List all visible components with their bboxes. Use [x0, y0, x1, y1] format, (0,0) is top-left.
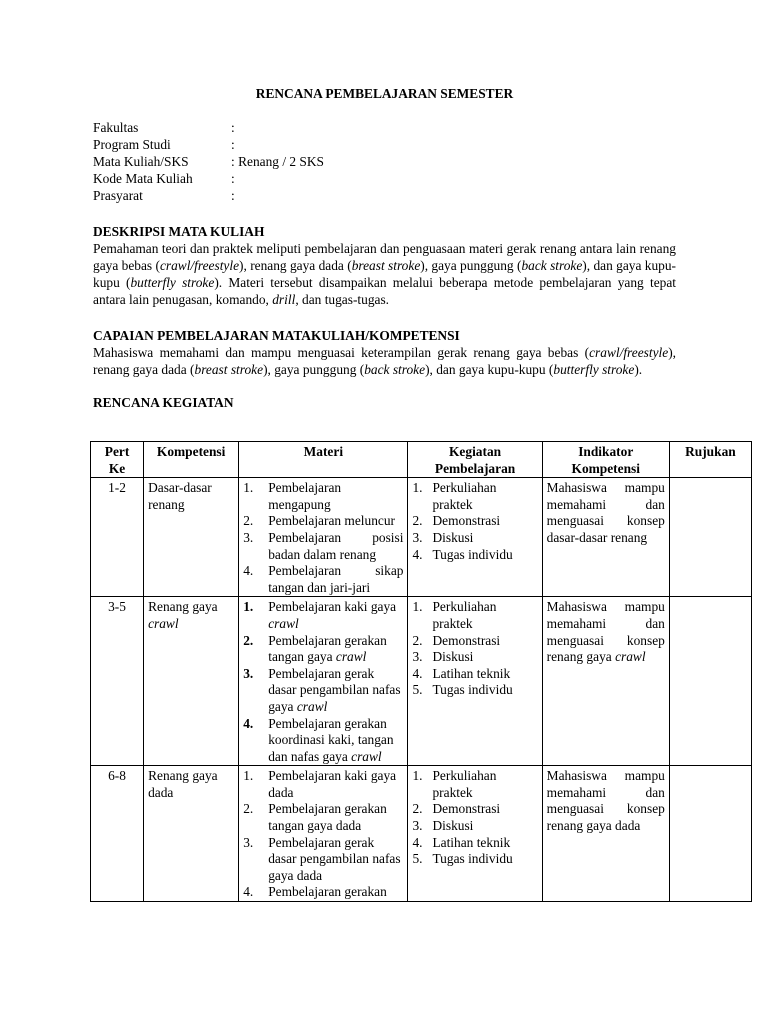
materi-list [243, 768, 403, 901]
italic-term: crawl/freestyle [159, 258, 240, 273]
meta-key: Program Studi [93, 137, 171, 152]
italic-term: crawl [615, 649, 646, 665]
cell-kompetensi [144, 597, 239, 766]
list-item-text: Pembelajaran gerakan [268, 884, 387, 900]
italic-term: crawl [148, 615, 179, 631]
list-item: 4. Pembelajaran gerakan [243, 884, 387, 900]
italic-term: drill [272, 292, 296, 307]
text-run: ). Materi tersebut disampaikan melalui beberapa metode pembelajaran yang tepat antara lain penugasan, komando, [93, 275, 676, 307]
italic-term: crawl [296, 698, 328, 714]
list-item-text: Demonstrasi [432, 632, 501, 648]
meta-value: : [231, 171, 235, 186]
header-indikator [542, 442, 669, 478]
meta-value: : [231, 137, 235, 152]
list-item: 5. Tugas individu [412, 682, 513, 698]
cell-pert: 3-5 [91, 597, 144, 766]
meta-key: Kode Mata Kuliah [93, 171, 193, 186]
list-item: 3. Pembelajaran gerak dasar pengambilan nafas gaya dada [243, 835, 403, 885]
header-kegiatan [408, 442, 542, 478]
cell-rujukan [669, 766, 751, 902]
list-item-text: Perkuliahan praktek [432, 480, 497, 512]
italic-term: crawl [268, 615, 299, 631]
list-item-text [268, 666, 403, 716]
header-label: Materi [303, 444, 344, 459]
list-item: 3. Diskusi [412, 649, 474, 665]
text-run: ), dan gaya kupu-kupu ( [93, 258, 677, 290]
table-row [91, 766, 752, 902]
meta-value: : [231, 120, 235, 135]
cell-pert: 1-2 [91, 478, 144, 597]
kegiatan-list [412, 480, 537, 563]
list-item-text [268, 633, 403, 666]
header-label: Indikator Kompetensi [571, 444, 640, 476]
list-item: 1. Perkuliahan praktek [412, 480, 537, 513]
list-item-text: Tugas individu [432, 851, 513, 867]
text-run: Pemahaman teori dan praktek meliputi pembelajaran dan penguasaan materi gerak renang antara lain renang gaya bebas ( [93, 241, 676, 273]
list-item: 2. Demonstrasi [412, 513, 501, 529]
list-item-text: Pembelajaran posisi badan dalam renang [268, 529, 404, 562]
header-label: Rujukan [685, 444, 736, 459]
list-item-text: Pembelajaran sikap tangan dan jari-jari [268, 563, 404, 595]
italic-term: crawl/freestyle [589, 345, 669, 360]
cell-indikator: Mahasiswa mampu memahami dan menguasai konsep renang gaya dada [542, 766, 669, 902]
text-run: ), dan gaya kupu-kupu ( [425, 362, 554, 377]
header-kompetensi [144, 442, 239, 478]
deskripsi-heading: DESKRIPSI MATA KULIAH [93, 224, 265, 239]
italic-term: breast stroke [351, 258, 421, 273]
cell-kegiatan [408, 766, 542, 902]
table-row [91, 478, 752, 597]
text-run: Pembelajaran kaki gaya [268, 599, 397, 615]
meta-row-fakultas [93, 119, 676, 136]
table-row [91, 597, 752, 766]
text-run: ), gaya punggung ( [263, 362, 365, 377]
document-title: RENCANA PEMBELAJARAN SEMESTER [255, 86, 514, 101]
list-item: 4. Pembelajaran gerakan koordinasi kaki, tangan dan nafas gaya crawl [243, 716, 403, 766]
text-run: Mahasiswa mampu memahami dan menguasai konsep renang gaya [546, 599, 665, 665]
list-item: 2. Pembelajaran gerakan tangan gaya crawl [243, 633, 403, 666]
cell-rujukan [669, 478, 751, 597]
meta-row-prasyarat [93, 187, 676, 204]
list-item-text: Pembelajaran mengapung [268, 480, 342, 512]
list-item: 2. Demonstrasi [412, 632, 501, 648]
list-item: 2. Pembelajaran meluncur [243, 513, 396, 529]
cell-kegiatan [408, 478, 542, 597]
list-item: 4. Latihan teknik [412, 665, 511, 681]
text-run: ), gaya punggung ( [420, 258, 522, 273]
meta-key: Mata Kuliah/SKS [93, 154, 189, 169]
list-item: 3. Diskusi [412, 529, 474, 545]
cell-indikator [542, 597, 669, 766]
list-item-text: Demonstrasi [432, 513, 501, 529]
capaian-paragraph [93, 344, 676, 378]
meta-value: : Renang / 2 SKS [231, 154, 324, 169]
list-item-text [268, 599, 403, 632]
header-label: Kompetensi [156, 444, 226, 459]
italic-term: crawl [335, 649, 367, 665]
list-item-text: Tugas individu [432, 546, 513, 562]
materi-list [243, 599, 403, 765]
cell-materi [239, 597, 408, 766]
list-item: 3. Pembelajaran gerak dasar pengambilan nafas gaya crawl [243, 666, 403, 716]
list-item: 3. Pembelajaran posisi badan dalam renang [243, 529, 404, 562]
italic-term: back stroke [364, 362, 426, 377]
meta-row-kode [93, 170, 676, 187]
list-item-text: Pembelajaran meluncur [268, 513, 396, 529]
header-label: Kegiatan Pembelajaran [434, 444, 516, 476]
list-item-text: Pembelajaran kaki gaya dada [268, 768, 397, 800]
list-item: 1. Pembelajaran kaki gaya dada [243, 768, 403, 801]
kegiatan-list [412, 599, 537, 699]
list-item: 4. Pembelajaran sikap tangan dan jari-jari [243, 563, 404, 595]
course-meta [93, 119, 676, 204]
list-item-text [268, 716, 403, 766]
text-run: Pembelajaran gerak dasar pengambilan nafas gaya [268, 665, 401, 714]
cell-kompetensi: Dasar-dasar renang [144, 478, 239, 597]
header-pert [91, 442, 144, 478]
list-item-text: Demonstrasi [432, 801, 501, 817]
cell-kompetensi: Renang gaya dada [144, 766, 239, 902]
list-item: 5. Tugas individu [412, 851, 513, 867]
text-run: ), renang gaya dada ( [239, 258, 352, 273]
rencana-heading: RENCANA KEGIATAN [93, 395, 234, 410]
list-item-text: Latihan teknik [432, 834, 511, 850]
list-item-text: Diskusi [432, 649, 474, 665]
text-run: ). [634, 362, 643, 377]
list-item-text: Tugas individu [432, 682, 513, 698]
capaian-heading: CAPAIAN PEMBELAJARAN MATAKULIAH/KOMPETENSI [93, 328, 460, 343]
cell-indikator: Mahasiswa mampu memahami dan menguasai konsep dasar-dasar renang [542, 478, 669, 597]
list-item-text: Perkuliahan praktek [432, 599, 497, 631]
italic-term: butterfly stroke [130, 275, 215, 290]
text-run: Renang gaya [148, 599, 218, 615]
italic-term: back stroke [521, 258, 583, 273]
text-run: , dan tugas-tugas. [295, 292, 390, 307]
italic-term: breast stroke [194, 362, 264, 377]
list-item: 1. Perkuliahan praktek [412, 599, 537, 632]
header-rujukan [669, 442, 751, 478]
cell-materi [239, 766, 408, 902]
list-item-text: Pembelajaran gerakan tangan gaya dada [268, 801, 387, 834]
italic-term: crawl [351, 748, 382, 764]
cell-pert: 6-8 [91, 766, 144, 902]
list-item-text: Perkuliahan praktek [432, 768, 497, 800]
header-materi [239, 442, 408, 478]
meta-value: : [231, 188, 235, 203]
cell-rujukan [669, 597, 751, 766]
list-item: 1. Perkuliahan praktek [412, 768, 537, 801]
document-page [93, 86, 676, 411]
deskripsi-paragraph [93, 240, 676, 308]
text-run: Mahasiswa memahami dan mampu menguasai keterampilan gerak renang gaya bebas ( [93, 345, 590, 360]
list-item: 2. Demonstrasi [412, 801, 501, 817]
list-item: 2. Pembelajaran gerakan tangan gaya dada [243, 801, 403, 834]
materi-list [243, 480, 403, 596]
text-run: Pembelajaran gerakan koordinasi kaki, tangan dan nafas gaya [268, 715, 394, 764]
list-item-text: Pembelajaran gerak dasar pengambilan nafas gaya dada [268, 834, 401, 883]
list-item: 1. Pembelajaran mengapung [243, 480, 403, 513]
text-run: ), renang gaya dada ( [93, 345, 676, 377]
meta-row-mata-kuliah [93, 153, 676, 170]
meta-row-program-studi [93, 136, 676, 153]
list-item-text: Diskusi [432, 818, 474, 834]
list-item: 3. Diskusi [412, 818, 474, 834]
text-run: Pembelajaran gerakan tangan gaya [268, 632, 387, 665]
kegiatan-list [412, 768, 537, 868]
list-item: 1. Pembelajaran kaki gaya crawl [243, 599, 403, 632]
list-item-text: Diskusi [432, 529, 474, 545]
rencana-kegiatan-table [90, 441, 752, 902]
header-label: Pert Ke [104, 444, 130, 476]
meta-key: Fakultas [93, 120, 139, 135]
list-item: 4. Latihan teknik [412, 834, 511, 850]
cell-kegiatan [408, 597, 542, 766]
italic-term: butterfly stroke [553, 362, 635, 377]
list-item-text: Latihan teknik [432, 665, 511, 681]
list-item: 4. Tugas individu [412, 546, 513, 562]
table-header-row [91, 442, 752, 478]
cell-materi [239, 478, 408, 597]
meta-key: Prasyarat [93, 188, 143, 203]
